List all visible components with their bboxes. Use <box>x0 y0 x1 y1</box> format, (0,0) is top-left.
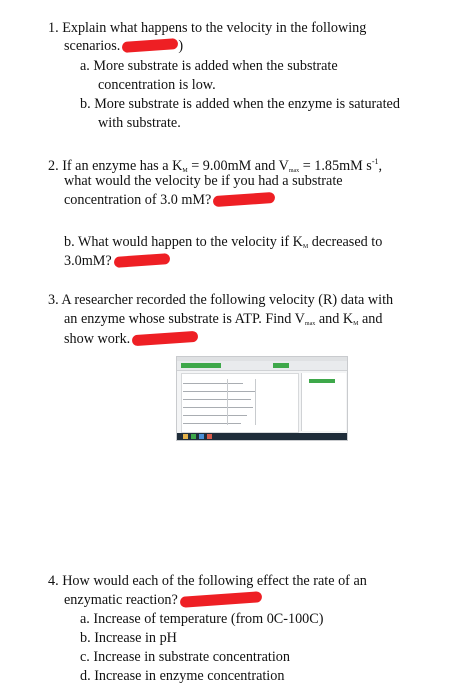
q2-line1: 2. If an enzyme has a $K_M = 9.00mM$ and $V_{max} = 1.85mM$ $s^{-1}$, <box>48 157 383 174</box>
q2b-line1: b. What would happen to the velocity if $K_M$ decreased to <box>64 234 383 250</box>
redaction-mark <box>122 38 179 53</box>
thumb-column <box>227 379 228 425</box>
thumb-row <box>183 383 243 384</box>
q2b-line2: 3.0mM? <box>64 253 170 270</box>
q4-line2: enzymatic reaction? <box>64 592 262 609</box>
redaction-mark <box>113 253 170 268</box>
redaction-mark <box>213 192 276 207</box>
q3-line3: show work. <box>64 331 198 348</box>
thumb-column <box>255 379 256 425</box>
thumb-panel-highlight <box>309 379 335 383</box>
redaction-mark <box>132 331 199 347</box>
q1-item-b-line2: with substrate. <box>98 115 181 131</box>
thumb-row <box>183 391 255 392</box>
thumb-row <box>183 407 253 408</box>
q1-item-b-line1: b. More substrate is added when the enzyme is saturated <box>80 96 400 112</box>
thumb-taskbar-icon <box>207 434 212 439</box>
thumb-ribbon-highlight <box>273 363 289 368</box>
q3-line2: an enzyme whose substrate is ATP. Find $V_{max}$ and $K_M$ and <box>64 311 383 327</box>
data-table-screenshot <box>176 356 348 441</box>
thumb-row <box>183 415 247 416</box>
q4-item-a: a. Increase of temperature (from 0C-100C) <box>80 611 324 627</box>
thumb-spreadsheet <box>181 373 299 433</box>
thumb-taskbar-icon <box>191 434 196 439</box>
q1-item-a-line1: a. More substrate is added when the substrate <box>80 58 338 74</box>
q4-line1: 4. How would each of the following effect the rate of an <box>48 573 367 589</box>
q4-item-d: d. Increase in enzyme concentration <box>80 668 285 684</box>
q4-item-b: b. Increase in pH <box>80 630 177 646</box>
q3-line1: 3. A researcher recorded the following velocity (R) data with <box>48 292 394 308</box>
q2-line3: concentration of 3.0 mM? <box>64 192 275 209</box>
q1-line1: 1. Explain what happens to the velocity in the following <box>48 20 367 36</box>
q1-item-a-line2: concentration is low. <box>98 77 216 93</box>
q2-line2: what would the velocity be if you had a substrate <box>64 173 343 189</box>
q4-item-c: c. Increase in substrate concentration <box>80 649 290 665</box>
thumb-ribbon-highlight <box>181 363 221 368</box>
redaction-mark <box>180 591 263 608</box>
q1-line2: scenarios. ) <box>64 38 184 54</box>
thumb-row <box>183 423 241 424</box>
thumb-taskbar-icon <box>183 434 188 439</box>
thumb-row <box>183 399 251 400</box>
thumb-taskbar-icon <box>199 434 204 439</box>
